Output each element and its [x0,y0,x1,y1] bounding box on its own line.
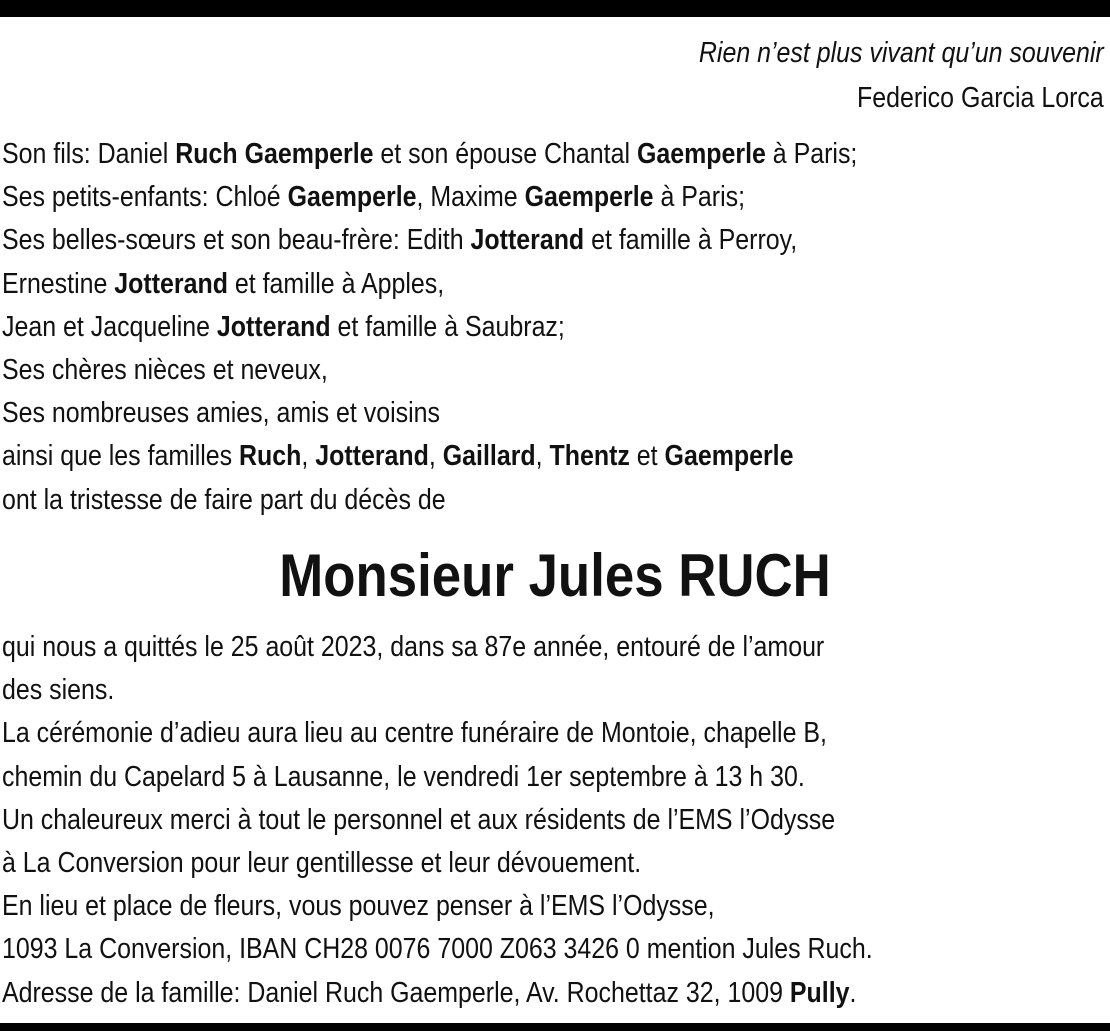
detail-line: qui nous a quittés le 25 août 2023, dans sa 87e année, entouré de l’amour [2,631,825,663]
notice-details [2,626,873,1015]
family-line: Jean et Jacqueline Jotterand et famille à Saubraz; [2,310,565,343]
family-line: ainsi que les familles Ruch, Jotterand, Gaillard, Thentz et Gaemperle [2,440,794,473]
epigraph-quote: Rien n’est plus vivant qu’un souvenir [699,37,1104,69]
detail-line: 1093 La Conversion, IBAN CH28 0076 7000 Z063 3426 0 mention Jules Ruch. [2,933,873,966]
detail-line: des siens. [2,674,115,707]
top-rule [0,0,1110,17]
family-line: Ses petits-enfants: Chloé Gaemperle, Maxime Gaemperle à Paris; [2,181,746,214]
detail-line: à La Conversion pour leur gentillesse et leur dévouement. [2,847,642,880]
epigraph-author: Federico Garcia Lorca [857,82,1104,114]
family-line: Ses belles-sœurs et son beau-frère: Edith Jotterand et famille à Perroy, [2,224,798,257]
detail-line: chemin du Capelard 5 à Lausanne, le vendredi 1er septembre à 13 h 30. [2,760,805,793]
family-line: Ernestine Jotterand et famille à Apples, [2,267,445,300]
detail-line: Un chaleureux merci à tout le personnel et aux résidents de l’EMS l’Odysse [2,803,836,836]
family-announcement [2,133,857,522]
family-line: Son fils: Daniel Ruch Gaemperle et son épouse Chantal Gaemperle à Paris; [2,138,858,170]
detail-line: Adresse de la famille: Daniel Ruch Gaemperle, Av. Rochettaz 32, 1009 Pully. [2,976,857,1009]
bottom-rule [0,1023,1110,1031]
detail-line: En lieu et place de fleurs, vous pouvez penser à l’EMS l’Odysse, [2,890,715,923]
family-line: Ses nombreuses amies, amis et voisins [2,397,441,430]
family-line: ont la tristesse de faire part du décès de [2,483,446,516]
detail-line: La cérémonie d’adieu aura lieu au centre funéraire de Montoie, chapelle B, [2,717,827,750]
family-line: Ses chères nièces et neveux, [2,354,328,387]
epigraph [699,31,1104,121]
deceased-name: Monsieur Jules RUCH [279,542,831,609]
